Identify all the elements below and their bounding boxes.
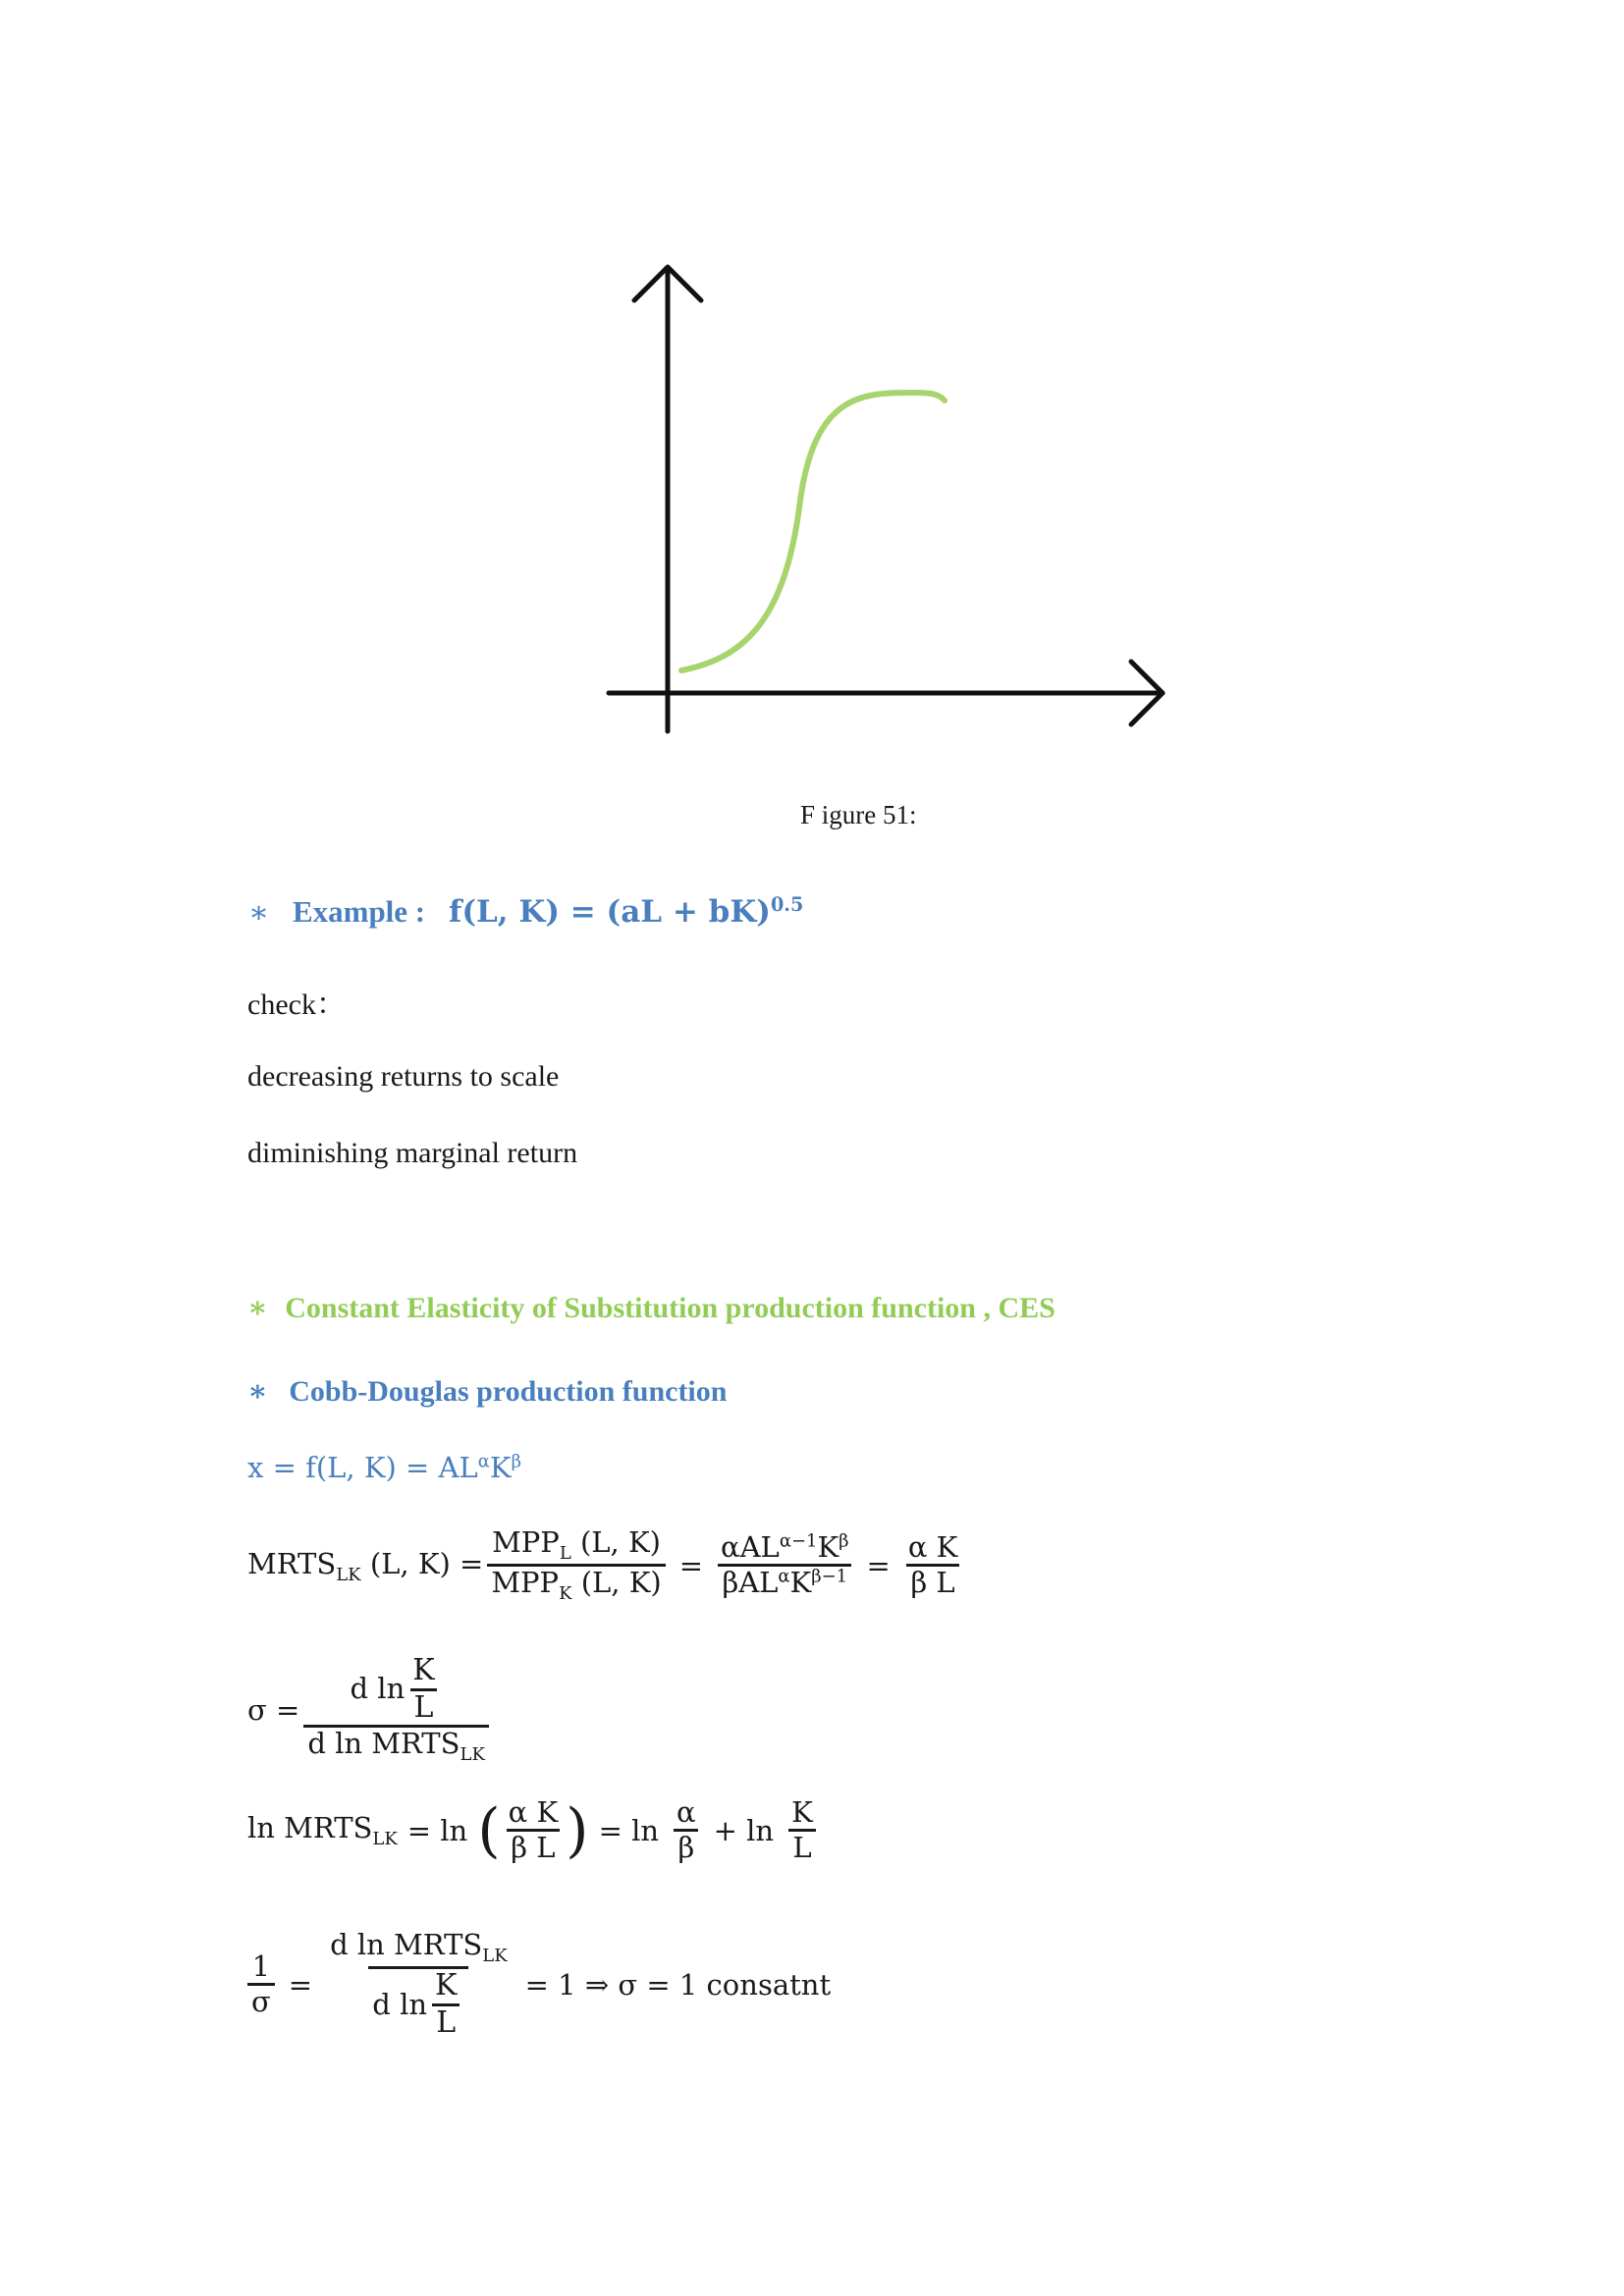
derivative-ratio: $\frac{\alpha AL^{\alpha-1}K^\beta}{\beta AL^\alpha K^{\beta-1}}$	[717, 1531, 852, 1600]
example-heading	[248, 893, 803, 930]
ces-text: Constant Elasticity of Substitution production function , CES	[285, 1292, 1056, 1324]
mpp-ratio: $\frac{MPP_L (L, K)}{MPP_K (L, K)}$	[487, 1526, 665, 1605]
x-def-K: K	[489, 1451, 512, 1484]
ln-mrts-eq1: = ln	[406, 1813, 468, 1847]
inverse-sigma-equation	[247, 1929, 831, 2040]
ces-star: ∗	[247, 1292, 268, 1324]
sigma-definition	[247, 1654, 493, 1765]
cobb-douglas-definition	[247, 1451, 521, 1484]
mrts-eq-2: =	[866, 1548, 891, 1582]
ces-heading	[247, 1291, 1056, 1325]
inverse-rhs: = 1 ⇒ σ = 1 consatnt	[524, 1967, 832, 2002]
ln-k-l: $\frac{K}{L}$	[787, 1796, 817, 1865]
example-label: Example :	[292, 894, 426, 930]
mrts-eq-1: =	[678, 1548, 704, 1582]
ln-mrts-plus: + ln	[713, 1813, 775, 1847]
figure-caption: F igure 51:	[800, 800, 917, 829]
ln-mrts-lhs: $\ln MRTS_{LK}$	[247, 1811, 398, 1850]
sigma-lhs: σ =	[247, 1692, 300, 1727]
inverse-eq: =	[288, 1967, 313, 2002]
cobb-douglas-heading	[247, 1374, 727, 1409]
s-curve-figure	[589, 255, 1178, 746]
x-def-alpha: α	[477, 1451, 490, 1472]
ln-mrts-eq2: = ln	[598, 1813, 660, 1847]
check-label: check：	[247, 988, 346, 1021]
mrts-equation	[247, 1526, 965, 1605]
s-curve	[681, 393, 945, 670]
ln-mrts-paren-frac: $\frac{\text{α K}}{\text{β L}}$	[508, 1795, 559, 1865]
example-formula: f(L, K) = (aL + bK)	[448, 894, 771, 931]
alpha-beta-ratio: $\frac{\text{α K}}{\text{β L}}$	[907, 1530, 958, 1600]
ln-mrts-equation: $\ln MRTS_{LK}$ = ln ( $\frac{\text{α K}}{\text{β L}}$ ) = ln $\frac{\alpha}{\beta}$ + ln $\frac{K}{L}$	[247, 1796, 821, 1865]
check-item-diminishing-marginal: diminishing marginal return	[247, 1137, 578, 1169]
example-exponent: 0.5	[770, 893, 804, 916]
mrts-lhs: $MRTS_{LK}$ (L, K) =	[247, 1546, 484, 1585]
sigma-fraction: d ln $\frac{K}{L}$ d $\ln MRTS_{LK}$	[303, 1654, 489, 1765]
one-over-sigma: $\frac{1}{\sigma}$	[247, 1950, 275, 2019]
example-star: ∗	[248, 894, 270, 931]
ln-alpha-beta: $\frac{\alpha}{\beta}$	[673, 1796, 700, 1865]
cobb-star: ∗	[247, 1375, 268, 1408]
cobb-text: Cobb-Douglas production function	[289, 1375, 728, 1408]
check-item-decreasing-returns: decreasing returns to scale	[247, 1060, 560, 1093]
inverse-fraction: d $\ln MRTS_{LK}$ d ln $\frac{K}{L}$	[330, 1928, 508, 2040]
x-def-beta: β	[511, 1451, 521, 1472]
x-def-lhs: x = f(L, K) = AL	[247, 1451, 478, 1484]
